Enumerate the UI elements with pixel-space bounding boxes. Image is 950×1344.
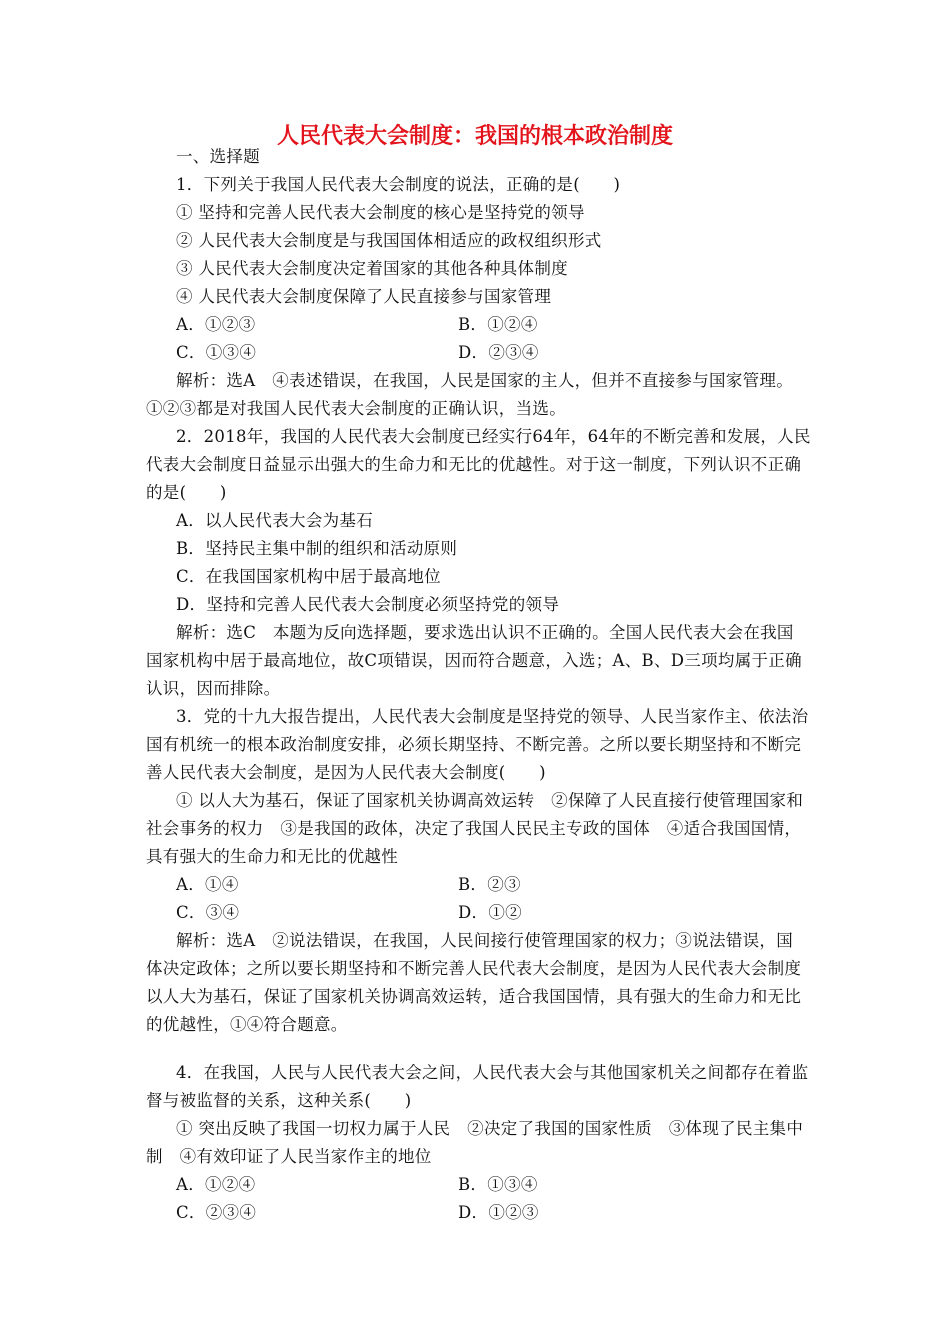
q1-analysis-1: 解析：选A ④表述错误，在我国，人民是国家的主人，但并不直接参与国家管理。 <box>176 371 794 390</box>
q2-stem-3: 的是( ) <box>146 483 227 502</box>
q3-analysis-3: 以人大为基石，保证了国家机关协调高效运转，适合我国国情，具有强大的生命力和无比 <box>146 987 802 1006</box>
q4-option-b: B．①③④ <box>458 1175 538 1194</box>
q1-option-c: C．①③④ <box>176 343 257 362</box>
q3-analysis-1: 解析：选A ②说法错误，在我国，人民间接行使管理国家的权力；③说法错误，国 <box>176 931 794 950</box>
q2-option-d: D．坚持和完善人民代表大会制度必须坚持党的领导 <box>176 595 560 614</box>
section-heading: 一、选择题 <box>176 147 260 166</box>
q2-option-b: B．坚持民主集中制的组织和活动原则 <box>176 539 458 558</box>
q2-option-a: A．以人民代表大会为基石 <box>176 511 374 530</box>
q2-analysis-3: 认识，因而排除。 <box>146 679 281 698</box>
q1-item-3: ③ 人民代表大会制度决定着国家的其他各种具体制度 <box>176 259 568 278</box>
q4-option-c: C．②③④ <box>176 1203 257 1222</box>
q3-stem-3: 善人民代表大会制度，是因为人民代表大会制度( ) <box>146 763 546 782</box>
q3-option-d: D．①② <box>458 903 522 922</box>
q1-option-d: D．②③④ <box>458 343 539 362</box>
q4-stem-1: 4．在我国，人民与人民代表大会之间，人民代表大会与其他国家机关之间都存在着监 <box>176 1063 809 1082</box>
q4-option-a: A．①②④ <box>176 1175 256 1194</box>
q1-option-a: A．①②③ <box>176 315 256 334</box>
q1-option-b: B．①②④ <box>458 315 538 334</box>
q3-item-3: 具有强大的生命力和无比的优越性 <box>146 847 398 866</box>
q2-analysis-2: 国家机构中居于最高地位，故C项错误，因而符合题意，入选；A、B、D三项均属于正确 <box>146 651 802 670</box>
q3-analysis-2: 体决定政体；之所以要长期坚持和不断完善人民代表大会制度，是因为人民代表大会制度 <box>146 959 802 978</box>
q1-item-1: ① 坚持和完善人民代表大会制度的核心是坚持党的领导 <box>176 203 585 222</box>
q3-option-b: B．②③ <box>458 875 521 894</box>
q2-stem-1: 2．2018年，我国的人民代表大会制度已经实行64年，64年的不断完善和发展，人民 <box>176 427 811 446</box>
q3-option-c: C．③④ <box>176 903 240 922</box>
q1-analysis-2: ①②③都是对我国人民代表大会制度的正确认识，当选。 <box>146 399 566 418</box>
q4-stem-2: 督与被监督的关系，这种关系( ) <box>146 1091 412 1110</box>
q1-stem: 1．下列关于我国人民代表大会制度的说法，正确的是( ) <box>176 175 621 194</box>
q1-item-2: ② 人民代表大会制度是与我国国体相适应的政权组织形式 <box>176 231 602 250</box>
q3-stem-2: 国有机统一的根本政治制度安排，必须长期坚持、不断完善。之所以要长期坚持和不断完 <box>146 735 802 754</box>
q2-analysis-1: 解析：选C 本题为反向选择题，要求选出认识不正确的。全国人民代表大会在我国 <box>176 623 794 642</box>
q4-option-d: D．①②③ <box>458 1203 539 1222</box>
q2-stem-2: 代表大会制度日益显示出强大的生命力和无比的优越性。对于这一制度，下列认识不正确 <box>146 455 802 474</box>
q4-item-2: 制 ④有效印证了人民当家作主的地位 <box>146 1147 432 1166</box>
q2-option-c: C．在我国国家机构中居于最高地位 <box>176 567 441 586</box>
q4-item-1: ① 突出反映了我国一切权力属于人民 ②决定了我国的国家性质 ③体现了民主集中 <box>176 1119 804 1138</box>
q3-item-2: 社会事务的权力 ③是我国的政体，决定了我国人民民主专政的国体 ④适合我国国情， <box>146 819 802 838</box>
q1-item-4: ④ 人民代表大会制度保障了人民直接参与国家管理 <box>176 287 552 306</box>
page-title: 人民代表大会制度：我国的根本政治制度 <box>276 124 673 149</box>
q3-item-1: ① 以人大为基石，保证了国家机关协调高效运转 ②保障了人民直接行使管理国家和 <box>176 791 804 810</box>
q3-stem-1: 3．党的十九大报告提出，人民代表大会制度是坚持党的领导、人民当家作主、依法治 <box>176 707 809 726</box>
q3-analysis-4: 的优越性，①④符合题意。 <box>146 1015 348 1034</box>
q3-option-a: A．①④ <box>176 875 239 894</box>
